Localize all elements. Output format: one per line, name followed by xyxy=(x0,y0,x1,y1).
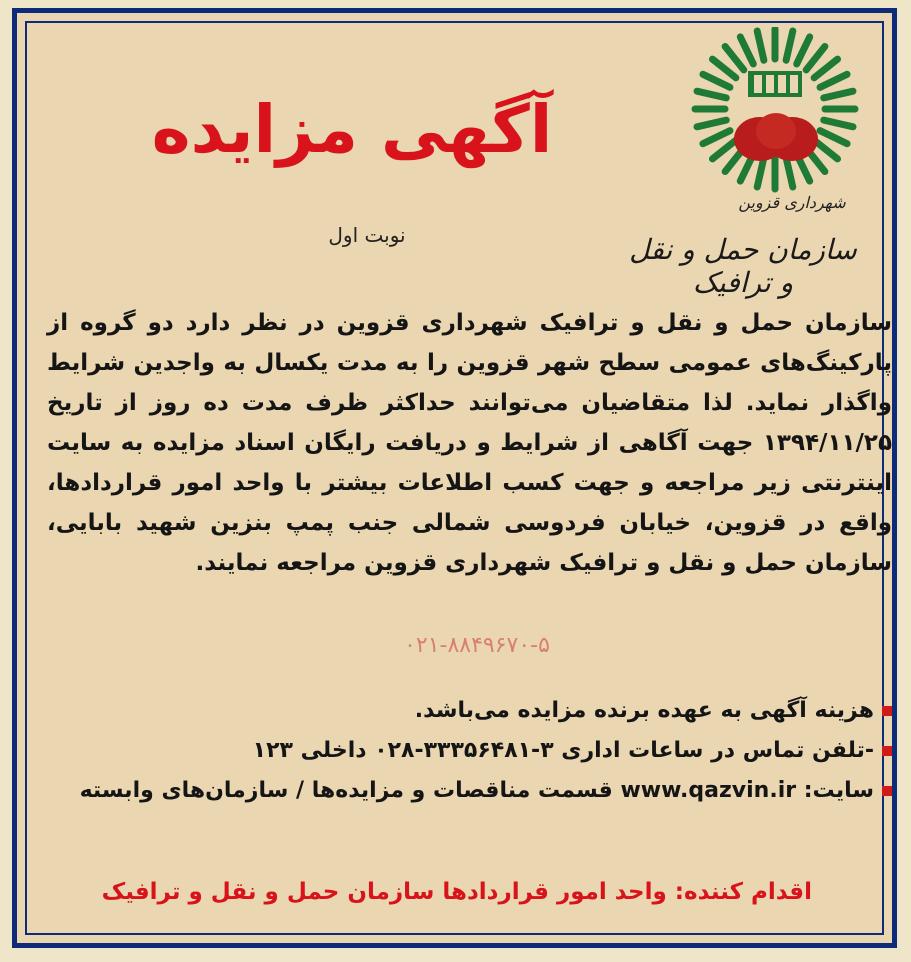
list-item xyxy=(47,773,892,809)
list-item xyxy=(47,733,892,769)
bullet-text: هزینه آگهی به عهده برنده مزایده می‌باشد. xyxy=(414,698,874,723)
bullet-square-icon xyxy=(882,706,892,716)
bullet-square-icon xyxy=(882,786,892,796)
bullet-text: -تلفن تماس در ساعات اداری ۳-۳۳۳۵۶۴۸۱-۰۲۸ داخلی ۱۲۳ xyxy=(252,738,874,763)
seal-city-name: شهرداری قزوین xyxy=(738,193,846,212)
list-item xyxy=(47,693,892,729)
notice-title: آگهی مزایده xyxy=(151,91,553,168)
organization-name: سازمان حمل و نقل و ترافیک xyxy=(629,233,857,299)
notice-body xyxy=(47,303,892,583)
bullet-square-icon xyxy=(882,746,892,756)
municipality-seal-icon xyxy=(680,27,870,217)
contact-phone: ۰۲۱-۸۸۴۹۶۷۰-۵ xyxy=(404,633,550,658)
notice-round: نوبت اول xyxy=(328,223,406,247)
notice-bullets xyxy=(47,693,892,813)
notice-paragraph: سازمان حمل و نقل و ترافیک شهرداری قزوین در نظر دارد دو گروه از پارکینگ‌های عمومی سطح شهر قزوین را به مدت یکسال به واجدین شرایط واگذار نماید. لذا متقاضیان می‌توانند حداکثر ظرف مدت ده روز از تاریخ ۱۳۹۴/۱۱/۲۵ جهت آگاهی از شرایط و دریافت رایگان اسناد مزایده به سایت اینترنتی زیر مراجعه و جهت کسب اطلاعات بیشتر با واحد امور قراردادها، واقع در قزوین، خیابان فردوسی شمالی جنب پمپ بنزین شهید بابایی، سازمان حمل و نقل و ترافیک شهرداری قزوین مراجعه نمایند. xyxy=(47,310,892,576)
bullet-text: سایت: www.qazvin.ir قسمت مناقصات و مزایده‌ها / سازمان‌های وابسته xyxy=(79,778,874,803)
notice-footer: اقدام کننده: واحد امور قراردادها سازمان حمل و نقل و ترافیک xyxy=(101,879,812,905)
notice-frame xyxy=(12,8,897,948)
